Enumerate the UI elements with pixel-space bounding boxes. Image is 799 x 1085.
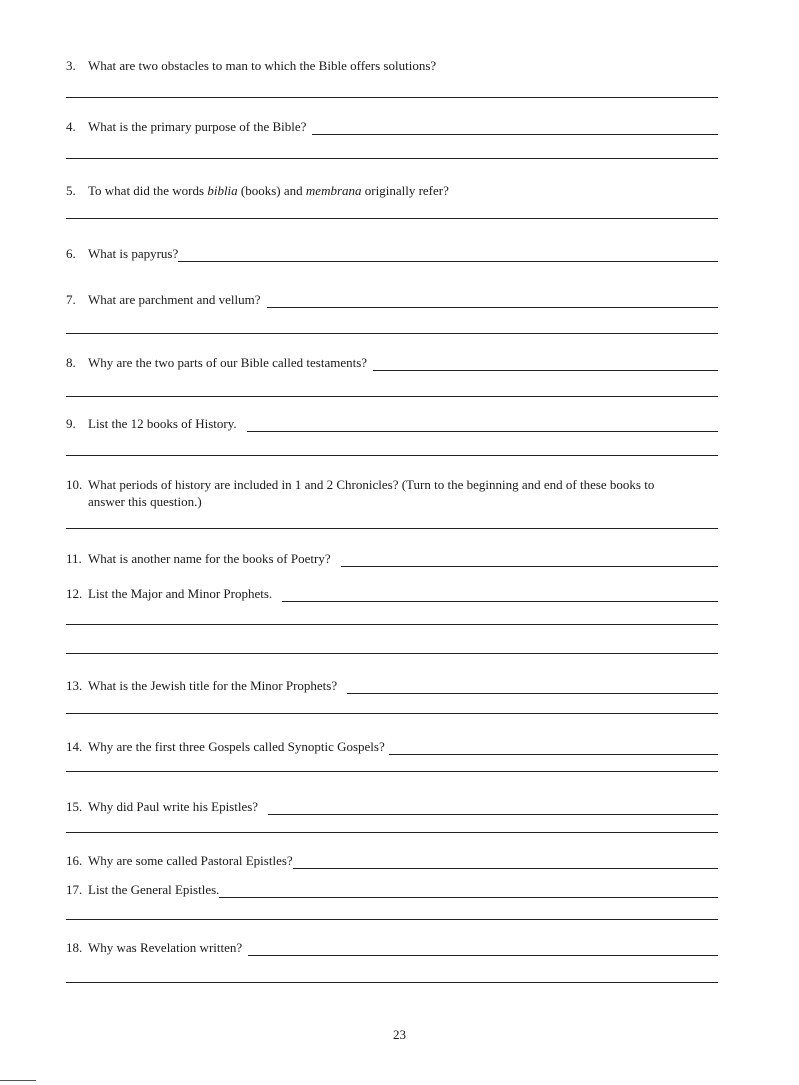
question-17: 17. List the General Epistles. xyxy=(66,882,718,898)
question-3: 3. What are two obstacles to man to which the Bible offers solutions? xyxy=(66,58,437,73)
question-15: 15. Why did Paul write his Epistles? xyxy=(66,799,718,815)
answer-line xyxy=(373,358,718,371)
question-10: 10. What periods of history are included in 1 and 2 Chronicles? (Turn to the beginning and end of these books to answer this question.) xyxy=(66,477,655,509)
question-12: 12. List the Major and Minor Prophets. xyxy=(66,586,718,602)
answer-line xyxy=(347,681,718,694)
answer-line xyxy=(219,885,718,898)
answer-line xyxy=(312,122,718,135)
answer-line xyxy=(66,653,718,654)
answer-line xyxy=(66,624,718,625)
answer-line xyxy=(247,419,718,432)
question-11: 11. What is another name for the books of Poetry? xyxy=(66,551,718,567)
question-13: 13. What is the Jewish title for the Minor Prophets? xyxy=(66,678,718,694)
question-7: 7. What are parchment and vellum? xyxy=(66,292,718,308)
scan-edge-mark xyxy=(0,1080,36,1081)
answer-line xyxy=(66,713,718,714)
question-8: 8. Why are the two parts of our Bible called testaments? xyxy=(66,355,718,371)
answer-line xyxy=(66,528,718,529)
answer-line xyxy=(66,158,718,159)
question-5: 5. To what did the words biblia (books) and membrana originally refer? xyxy=(66,183,449,198)
answer-line xyxy=(66,218,718,219)
answer-line xyxy=(66,982,718,983)
question-6: 6. What is papyrus? xyxy=(66,246,718,262)
answer-line xyxy=(66,919,718,920)
answer-line xyxy=(66,97,718,98)
answer-line xyxy=(293,856,718,869)
answer-line xyxy=(178,249,718,262)
answer-line xyxy=(66,832,718,833)
answer-line xyxy=(268,802,718,815)
question-18: 18. Why was Revelation written? xyxy=(66,940,718,956)
answer-line xyxy=(248,943,718,956)
answer-line xyxy=(267,295,718,308)
page-number: 23 xyxy=(393,1027,406,1042)
question-16: 16. Why are some called Pastoral Epistles? xyxy=(66,853,718,869)
answer-line xyxy=(66,333,718,334)
question-4: 4. What is the primary purpose of the Bible? xyxy=(66,119,718,135)
answer-line xyxy=(66,396,718,397)
answer-line xyxy=(66,771,718,772)
answer-line xyxy=(282,589,718,602)
question-14: 14. Why are the first three Gospels called Synoptic Gospels? xyxy=(66,739,718,755)
question-9: 9. List the 12 books of History. xyxy=(66,416,718,432)
answer-line xyxy=(341,554,718,567)
answer-line xyxy=(66,455,718,456)
answer-line xyxy=(389,742,718,755)
